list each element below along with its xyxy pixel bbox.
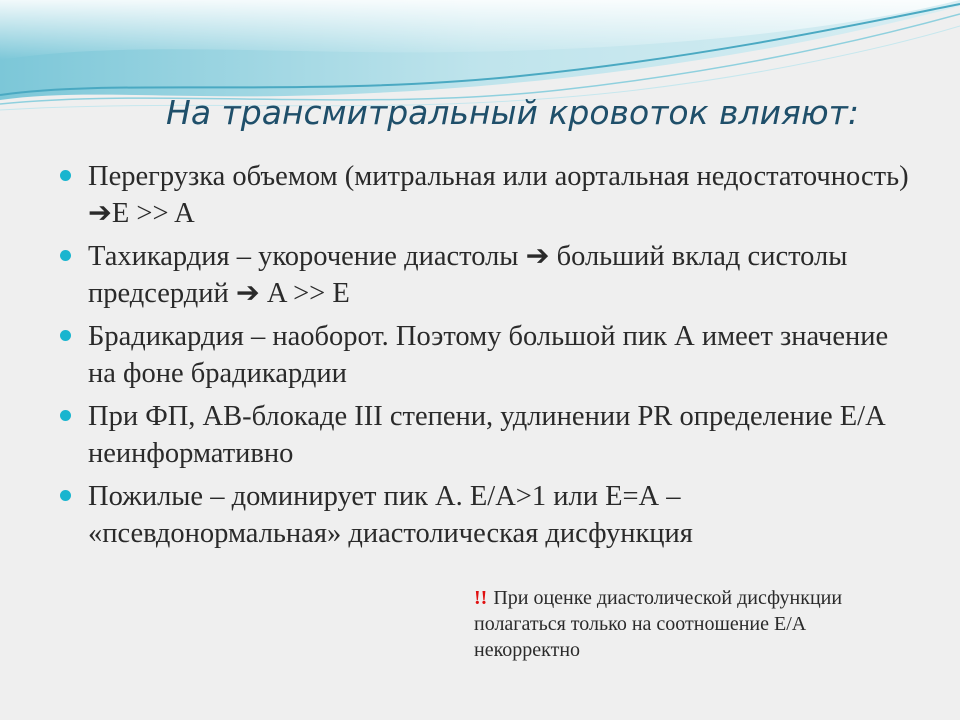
bullet-text: Пожилые – доминирует пик А. Е/А>1 или Е=А – «псевдонормальная» диастолическая дисфункция [88,481,693,549]
warning-mark: !! [474,587,488,609]
bullet-item [60,158,920,232]
bullet-text: Тахикардия – укорочение диастолы ➔ больший вклад систолы предсердий ➔ A >> E [88,241,848,309]
bullet-item [60,318,920,392]
bullet-dot-icon [60,250,71,261]
slide-title: На трансмитральный кровоток влияют: [166,93,859,132]
bullet-dot-icon [60,170,71,181]
bullet-item [60,478,920,552]
bullet-dot-icon [60,330,71,341]
warning-note [474,585,894,663]
bullet-dot-icon [60,490,71,501]
bullet-item [60,238,920,312]
bullet-text: Брадикардия – наоборот. Поэтому большой пик А имеет значение на фоне брадикардии [88,321,889,389]
bullet-text: Перегрузка объемом (митральная или аортальная недостаточность) ➔E >> A [88,161,909,229]
bullet-list [60,158,920,558]
bullet-dot-icon [60,410,71,421]
bullet-item [60,398,920,472]
bullet-text: При ФП, АВ-блокаде III степени, удлинении PR определение Е/А неинформативно [88,401,886,469]
warning-note-text: При оценке диастолической дисфункции полагаться только на соотношение Е/А некорректно [474,587,843,661]
